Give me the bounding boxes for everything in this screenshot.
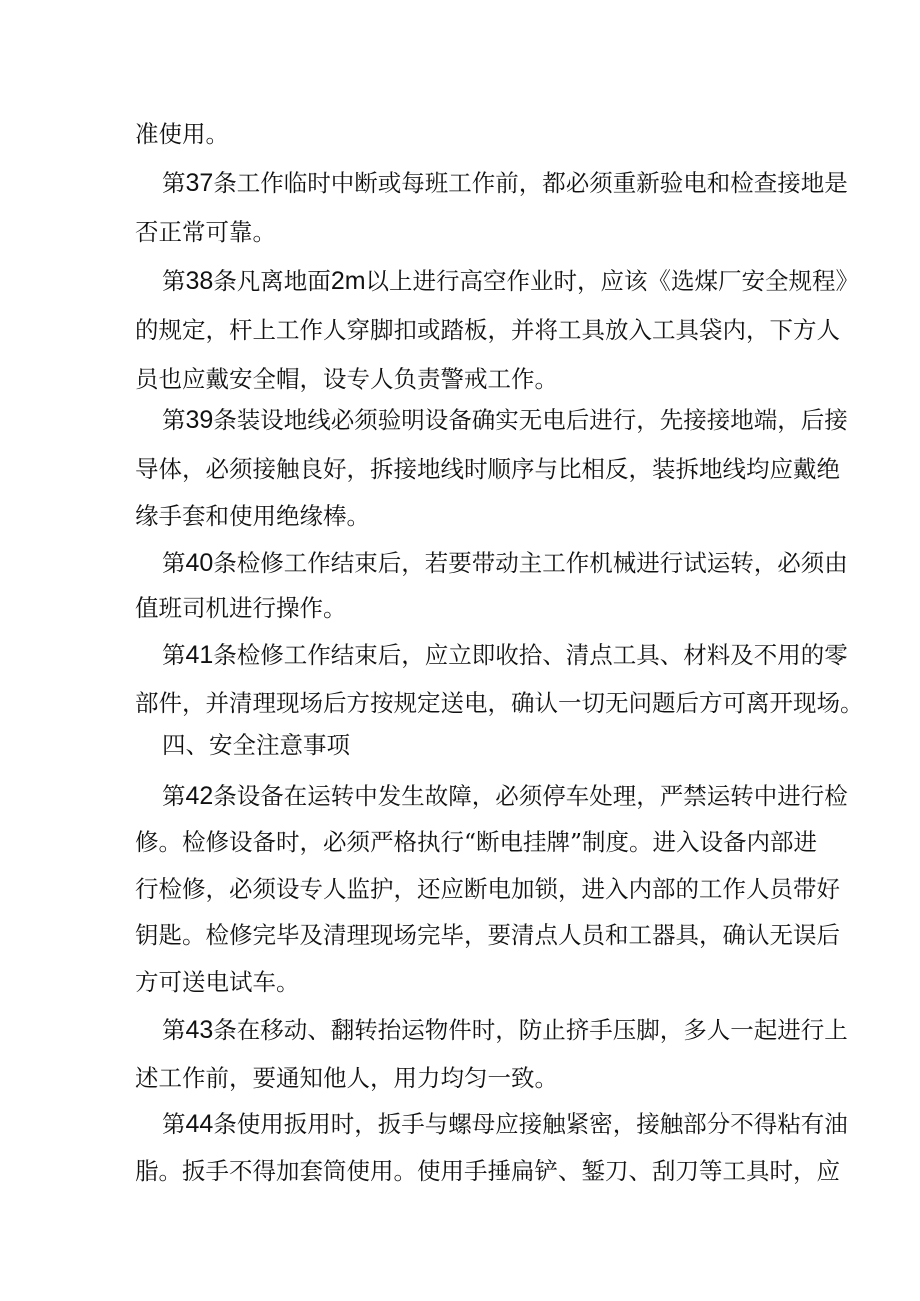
line-text: 值班司机进行操作。 bbox=[135, 594, 347, 622]
article-number: 43 bbox=[185, 1016, 214, 1044]
article-40-heading-line bbox=[162, 540, 848, 586]
article-prefix: 第 bbox=[162, 169, 186, 197]
article-number: 41 bbox=[185, 641, 214, 669]
text-line bbox=[135, 866, 840, 912]
line-text: 否正常可靠。 bbox=[135, 218, 276, 246]
text-line bbox=[135, 585, 347, 631]
text-line bbox=[135, 1055, 558, 1101]
article-prefix: 第 bbox=[162, 782, 186, 810]
article-43-heading-line bbox=[162, 1007, 848, 1053]
line-text: 修。检修设备时，必须严格执行“断电挂牌”制度。进入设备内部进 bbox=[135, 828, 818, 856]
text-line bbox=[135, 912, 840, 958]
line-text: 员也应戴安全帽，设专人负责警戒工作。 bbox=[135, 365, 558, 393]
section-title: 四、安全注意事项 bbox=[162, 731, 350, 759]
article-39-heading-line bbox=[162, 397, 848, 443]
article-text: 条在移动、翻转抬运物件时，防止挤手压脚，多人一起进行上 bbox=[213, 1016, 848, 1044]
article-44-heading-line bbox=[162, 1101, 848, 1147]
line-text: 述工作前，要通知他人，用力均匀一致。 bbox=[135, 1064, 558, 1092]
article-number: 40 bbox=[185, 549, 214, 577]
article-text: 以上进行高空作业时，应该《选煤厂安全规程》 bbox=[365, 267, 860, 295]
text-line bbox=[135, 680, 864, 726]
article-number: 38 bbox=[185, 267, 214, 295]
article-41-heading-line bbox=[162, 632, 848, 678]
article-prefix: 第 bbox=[162, 1016, 186, 1044]
article-42-heading-line bbox=[162, 773, 848, 819]
text-line bbox=[135, 959, 300, 1005]
line-text: 部件，并清理现场后方按规定送电，确认一切无问题后方可离开现场。 bbox=[135, 689, 864, 717]
article-prefix: 第 bbox=[162, 549, 186, 577]
line-text: 导体，必须接触良好，拆接地线时顺序与比相反，装拆地线均应戴绝 bbox=[135, 455, 840, 483]
text-line bbox=[135, 446, 840, 492]
line-text: 钥匙。检修完毕及清理现场完毕，要清点人员和工器具，确认无误后 bbox=[135, 921, 840, 949]
line-text: 的规定，杆上工作人穿脚扣或踏板，并将工具放入工具袋内，下方人 bbox=[135, 316, 840, 344]
article-text: 条装设地线必须验明设备确实无电后进行，先接接地端，后接 bbox=[213, 406, 848, 434]
text-line bbox=[135, 1148, 840, 1194]
article-38-heading-line bbox=[162, 258, 859, 304]
article-text: 条凡离地面 bbox=[213, 267, 331, 295]
article-number: 44 bbox=[185, 1110, 214, 1138]
article-text: 条工作临时中断或每班工作前，都必须重新验电和检查接地是 bbox=[213, 169, 848, 197]
article-prefix: 第 bbox=[162, 1110, 186, 1138]
text-line bbox=[135, 819, 817, 865]
line-text: 行检修，必须设专人监护，还应断电加锁，进入内部的工作人员带好 bbox=[135, 875, 840, 903]
line-text: 准使用。 bbox=[135, 120, 229, 148]
article-prefix: 第 bbox=[162, 267, 186, 295]
line-text: 方可送电试车。 bbox=[135, 968, 300, 996]
text-line bbox=[135, 307, 840, 353]
article-prefix: 第 bbox=[162, 406, 186, 434]
article-text: 条检修工作结束后，应立即收拾、清点工具、材料及不用的零 bbox=[213, 641, 848, 669]
line-text: 脂。扳手不得加套筒使用。使用手捶扁铲、錾刀、刮刀等工具时，应 bbox=[135, 1157, 840, 1185]
article-number: 37 bbox=[185, 169, 214, 197]
text-line bbox=[135, 356, 558, 402]
text-line bbox=[135, 493, 370, 539]
text-line bbox=[135, 209, 276, 255]
article-37-heading-line bbox=[162, 160, 848, 206]
text-line bbox=[135, 111, 229, 157]
article-prefix: 第 bbox=[162, 641, 186, 669]
line-text: 缘手套和使用绝缘棒。 bbox=[135, 502, 370, 530]
article-number: 39 bbox=[185, 406, 214, 434]
article-text: 条检修工作结束后，若要带动主工作机械进行试运转，必须由 bbox=[213, 549, 848, 577]
article-text: 条使用扳用时，扳手与螺母应接触紧密，接触部分不得粘有油 bbox=[213, 1110, 848, 1138]
section-heading bbox=[162, 722, 350, 768]
height-value: 2m bbox=[330, 267, 366, 295]
article-text: 条设备在运转中发生故障，必须停车处理，严禁运转中进行检 bbox=[213, 782, 848, 810]
article-number: 42 bbox=[185, 782, 214, 810]
